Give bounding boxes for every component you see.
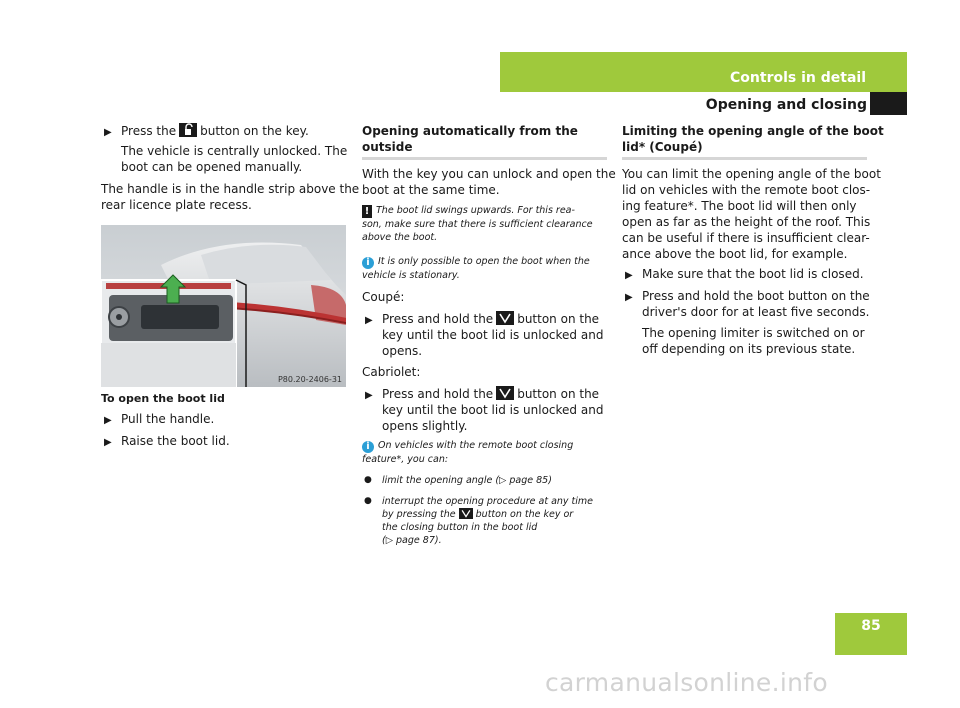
heading-open-auto-line2: outside (362, 140, 413, 154)
info-icon: i (362, 441, 374, 453)
step-lid-closed: Make sure that the boot lid is closed. (642, 267, 864, 281)
warning-icon: ! (362, 205, 372, 218)
step-arrow-icon: ▶ (365, 315, 373, 326)
info-note-stationary: i It is only possible to open the boot when the vehicle is stationary. (362, 256, 590, 281)
unlock-key-icon (179, 123, 197, 137)
limit-para-line4: open as far as the height of the roof. This (622, 215, 871, 229)
step-arrow-icon: ▶ (104, 437, 112, 448)
handle-text-line1: The handle is in the handle strip above the (101, 182, 360, 196)
boot-handle-photo (101, 225, 346, 387)
bullet-dot: ● (364, 475, 372, 485)
coupe-step-line3: opens. (382, 344, 423, 358)
bullet-limit-angle: limit the opening angle (▷ page 85) (382, 475, 552, 486)
step-result-line1: The vehicle is centrally unlocked. The (121, 144, 348, 158)
cabrio-step-line1: Press and hold the button on the (382, 387, 600, 401)
info-note-remote: i On vehicles with the remote boot closing feature*, you can: (362, 440, 574, 465)
chapter-marker (870, 92, 907, 115)
step-pull-handle: Pull the handle. (121, 412, 215, 426)
heading-divider (622, 157, 867, 160)
heading-limit-angle-line2: lid* (Coupé) (622, 140, 703, 154)
heading-limit-angle-line1: Limiting the opening angle of the boot (622, 124, 884, 138)
limit-para-line5: can be useful if there is insufficient clear- (622, 231, 870, 245)
step-press-unlock: Press the button on the key. (121, 124, 309, 138)
intro-line2: boot at the same time. (362, 183, 500, 197)
limit-para-line3: ing feature*. The boot lid will then only (622, 199, 857, 213)
step-result-line1: The opening limiter is switched on or (642, 326, 865, 340)
step-hold-button-line2: driver's door for at least five seconds. (642, 305, 870, 319)
step-arrow-icon: ▶ (104, 415, 112, 426)
cabrio-step-line2: key until the boot lid is unlocked and (382, 403, 604, 417)
step-hold-button-line1: Press and hold the boot button on the (642, 289, 870, 303)
image-code: P80.20-2406-31 (277, 375, 342, 384)
info-icon: i (362, 257, 374, 269)
boot-key-icon (496, 311, 514, 325)
limit-para-line6: ance above the boot lid, for example. (622, 247, 848, 261)
bullet-dot: ● (364, 496, 372, 506)
limit-para-line2: lid on vehicles with the remote boot clos- (622, 183, 871, 197)
step-arrow-icon: ▶ (104, 127, 112, 138)
handle-text-line2: rear licence plate recess. (101, 198, 252, 212)
boot-key-icon (459, 508, 473, 519)
coupe-step-line2: key until the boot lid is unlocked and (382, 328, 604, 342)
step-result-line2: boot can be opened manually. (121, 160, 303, 174)
section-title: Controls in detail (730, 70, 866, 86)
limit-para-line1: You can limit the opening angle of the boot (622, 167, 881, 181)
bullet-interrupt: interrupt the opening procedure at any time by pressing the button on the key or the closing button in the boot lid (▷ page 87). (382, 496, 594, 546)
photo-caption: To open the boot lid (101, 392, 225, 405)
cabrio-label: Cabriolet: (362, 365, 421, 379)
chapter-title: Opening and closing (705, 97, 867, 113)
cabrio-step-line3: opens slightly. (382, 419, 468, 433)
step-result-line2: off depending on its previous state. (642, 342, 856, 356)
boot-key-icon (496, 386, 514, 400)
coupe-label: Coupé: (362, 290, 405, 304)
step-raise-lid: Raise the boot lid. (121, 434, 230, 448)
heading-open-auto-line1: Opening automatically from the (362, 124, 578, 138)
step-arrow-icon: ▶ (365, 390, 373, 401)
step-arrow-icon: ▶ (625, 270, 633, 281)
coupe-step-line1: Press and hold the button on the (382, 312, 600, 326)
heading-divider (362, 157, 607, 160)
watermark: carmanualsonline.info (545, 668, 828, 697)
page-number: 85 (861, 618, 881, 634)
warning-note: ! The boot lid swings upwards. For this rea- son, make sure that there is sufficient clearance above the boot. (362, 205, 593, 243)
intro-line1: With the key you can unlock and open the (362, 167, 616, 181)
step-arrow-icon: ▶ (625, 292, 633, 303)
